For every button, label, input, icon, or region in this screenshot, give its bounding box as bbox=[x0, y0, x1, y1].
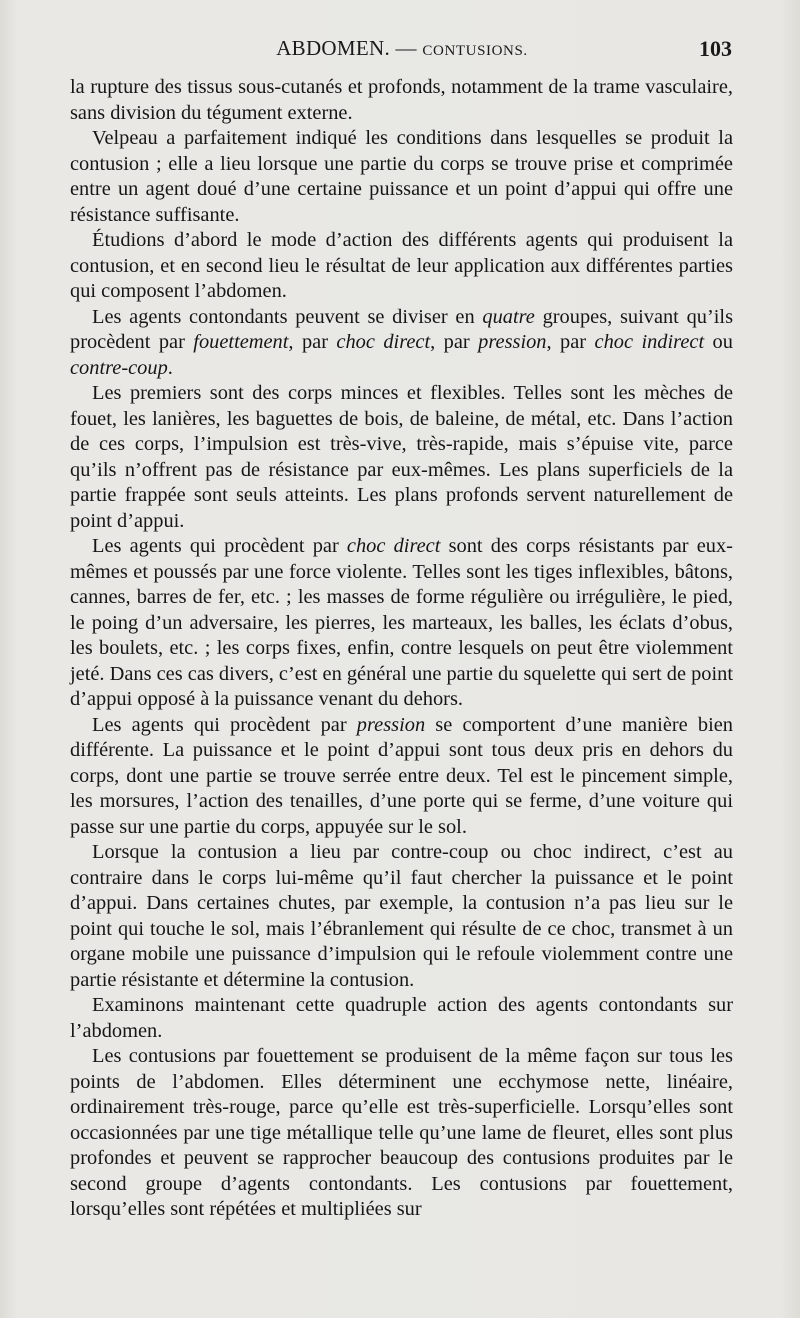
text-run: , par bbox=[430, 331, 479, 353]
text-run: Lorsque la contusion a lieu par contre-coup ou choc indirect, c’est au contraire dans le corps lui-même qu’il faut chercher la puissance et le point d’appui. Dans certaines chutes, par exemple, la contusion n’a pas lieu sur le point qui touche le sol, mais l’ébranlement qui résulte de ce choc, transmet à un organe mobile une puissance d’impulsion qui le refoule violemment contre une partie résistante et détermine la contusion. bbox=[70, 841, 733, 991]
text-run: . bbox=[167, 356, 173, 379]
running-title bbox=[72, 36, 732, 61]
italic-term: choc direct bbox=[346, 535, 441, 557]
running-title-main: ABDOMEN. — bbox=[276, 36, 423, 60]
text-run: Les agents qui procèdent par bbox=[92, 535, 347, 557]
paragraph bbox=[70, 1044, 733, 1223]
body-text bbox=[70, 75, 733, 1223]
italic-term: choc direct bbox=[336, 331, 431, 353]
paragraph bbox=[70, 228, 733, 305]
italic-term: contre-coup bbox=[70, 356, 168, 379]
paragraph bbox=[70, 381, 733, 534]
text-run: se comportent d’une manière bien différente. La puissance et le point d’appui sont tous deux pris en dehors du corps, dont une partie se trouve serrée entre deux. Tel est le pincement simple, les morsures, l’action des tenailles, d’une porte qui se ferme, d’une voiture qui passe sur une partie du corps, appuyée sur le sol. bbox=[70, 713, 733, 838]
paragraph bbox=[70, 993, 733, 1044]
paragraph bbox=[70, 713, 733, 841]
text-run: sont des corps résistants par eux-mêmes et poussés par une force violente. Telles sont les tiges inflexibles, bâtons, cannes, barres de fer, etc. ; les masses de forme régulière ou irrégulière, le pied, le poing d’un adversaire, les pierres, les marteaux, les balles, les éclats d’obus, les boulets, etc. ; les corps fixes, enfin, contre lesquels on peut être violemment jeté. Dans ces cas divers, c’est en général une partie du squelette qui sert de point d’appui opposé à la puissance venant du dehors. bbox=[70, 535, 734, 710]
italic-term: choc indirect bbox=[594, 331, 705, 353]
text-run: Les contusions par fouettement se produisent de la même façon sur tous les points de l’abdomen. Elles déterminent une ecchymose nette, linéaire, ordinairement très-rouge, parce qu’elle est très-superficielle. Lorsqu’elles sont occasionnées par une tige métallique telle qu’une lame de fleuret, elles sont plus profondes et peuvent se rapprocher beaucoup des contusions produites par le second groupe d’agents contondants. Les contusions par fouettement, lorsqu’elles sont répétées et multipliées sur bbox=[70, 1045, 733, 1220]
paragraph bbox=[70, 534, 733, 713]
text-run: Étudions d’abord le mode d’action des différents agents qui produisent la contusion, et en second lieu le résultat de leur application aux différentes parties qui composent l’abdomen. bbox=[70, 229, 733, 302]
running-title-section: CONTUSIONS. bbox=[422, 43, 528, 59]
text-run: la rupture des tissus sous-cutanés et profonds, notamment de la trame vasculaire, sans division du tégument externe. bbox=[70, 76, 733, 124]
paragraph bbox=[70, 305, 733, 382]
italic-term: pression bbox=[478, 331, 547, 353]
running-header bbox=[72, 36, 732, 66]
paragraph bbox=[70, 75, 733, 126]
text-run: Les agents contondants peuvent se diviser en bbox=[92, 305, 483, 328]
text-run: groupes, suivant qu’ils procèdent par bbox=[70, 305, 734, 353]
text-run: Les agents qui procèdent par bbox=[92, 713, 357, 736]
text-run: Velpeau a parfaitement indiqué les conditions dans lesquelles se produit la contusion ; elle a lieu lorsque une partie du corps se trouve prise et comprimée entre un agent doué d’une certaine puissance et un point d’appui qui offre une résistance suffisante. bbox=[70, 127, 733, 226]
italic-term: quatre bbox=[482, 305, 535, 328]
paragraph bbox=[70, 840, 733, 993]
text-run: Les premiers sont des corps minces et flexibles. Telles sont les mèches de fouet, les lanières, les baguettes de bois, de baleine, de métal, etc. Dans l’action de ces corps, l’impulsion est très-vive, très-rapide, mais s’épuise vite, parce qu’ils n’offrent pas de résistance par eux-mêmes. Les plans superficiels de la partie frappée sont seuls atteints. Les plans profonds servent naturellement de point d’appui. bbox=[70, 382, 733, 532]
page-number: 103 bbox=[699, 36, 732, 61]
italic-term: fouettement bbox=[193, 331, 289, 353]
text-run: , par bbox=[546, 331, 595, 353]
italic-term: pression bbox=[356, 713, 426, 736]
text-run: ou bbox=[704, 331, 733, 353]
text-run: , par bbox=[288, 331, 337, 353]
paragraph bbox=[70, 126, 733, 228]
text-run: Examinons maintenant cette quadruple action des agents contondants sur l’abdomen. bbox=[70, 994, 733, 1042]
